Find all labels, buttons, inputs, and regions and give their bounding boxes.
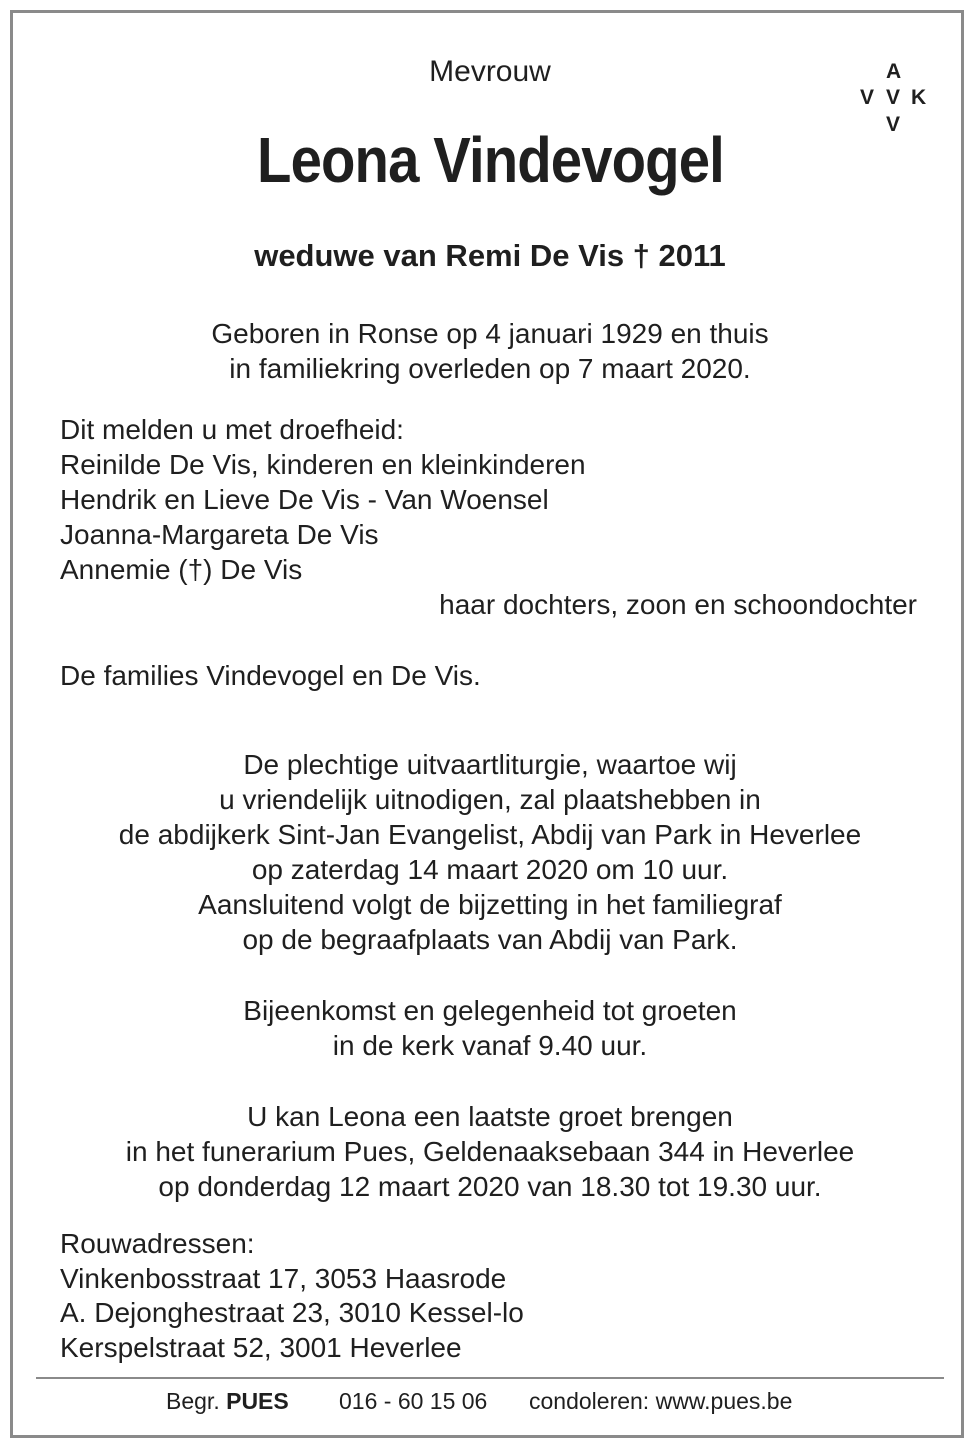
address-line: Vinkenbosstraat 17, 3053 Haasrode <box>60 1263 507 1294</box>
addresses-title: Rouwadressen: <box>60 1228 255 1259</box>
notice-border <box>10 10 964 1438</box>
logo-letter-left: V <box>860 86 875 109</box>
birth-death-line-1: Geboren in Ronse op 4 januari 1929 en thuis <box>211 318 769 349</box>
announcers-relation: haar dochters, zoon en schoondochter <box>439 589 917 620</box>
footer-divider <box>36 1377 944 1379</box>
funeral-line: op zaterdag 14 maart 2020 om 10 uur. <box>251 854 729 885</box>
funeral-line: Aansluitend volgt de bijzetting in het familiegraf <box>198 889 782 920</box>
visitation-line: op donderdag 12 maart 2020 van 18.30 tot 19.30 uur. <box>158 1171 822 1202</box>
condolence-link[interactable]: condoleren: www.pues.be <box>529 1388 793 1414</box>
logo-letter-top: A <box>886 60 902 83</box>
gathering-line: Bijeenkomst en gelegenheid tot groeten <box>243 995 737 1026</box>
funeral-line: op de begraafplaats van Abdij van Park. <box>242 924 738 955</box>
visitation-line: in het funerarium Pues, Geldenaaksebaan 344 in Heverlee <box>125 1136 855 1167</box>
announcers-intro: Dit melden u met droefheid: <box>60 414 404 445</box>
undertaker-name: PUES <box>226 1388 289 1414</box>
announcer-name: Reinilde De Vis, kinderen en kleinkinderen <box>60 449 586 480</box>
announcer-name: Hendrik en Lieve De Vis - Van Woensel <box>60 484 549 515</box>
families-line: De families Vindevogel en De Vis. <box>60 660 481 691</box>
logo-letter-middle: V <box>886 86 901 109</box>
deceased-name: Leona Vindevogel <box>257 124 724 196</box>
undertaker <box>166 1390 289 1413</box>
address-line: A. Dejonghestraat 23, 3010 Kessel-lo <box>60 1297 524 1328</box>
announcer-name: Annemie (†) De Vis <box>60 554 303 585</box>
visitation-line: U kan Leona een laatste groet brengen <box>247 1101 733 1132</box>
logo-letter-right: K <box>911 86 927 109</box>
funeral-line: De plechtige uitvaartliturgie, waartoe wij <box>243 749 737 780</box>
undertaker-prefix: Begr. <box>166 1388 220 1414</box>
widow-line: weduwe van Remi De Vis † 2011 <box>254 238 726 273</box>
funeral-line: de abdijkerk Sint-Jan Evangelist, Abdij van Park in Heverlee <box>118 819 862 850</box>
address-line: Kerspelstraat 52, 3001 Heverlee <box>60 1332 462 1363</box>
logo-letter-bottom: V <box>886 113 901 136</box>
birth-death-line-2: in familiekring overleden op 7 maart 2020. <box>229 353 751 384</box>
gathering-line: in de kerk vanaf 9.40 uur. <box>332 1030 648 1061</box>
undertaker-phone: 016 - 60 15 06 <box>339 1388 488 1414</box>
announcer-name: Joanna-Margareta De Vis <box>60 519 379 550</box>
salutation: Mevrouw <box>429 55 551 88</box>
funeral-line: u vriendelijk uitnodigen, zal plaatshebben in <box>219 784 761 815</box>
